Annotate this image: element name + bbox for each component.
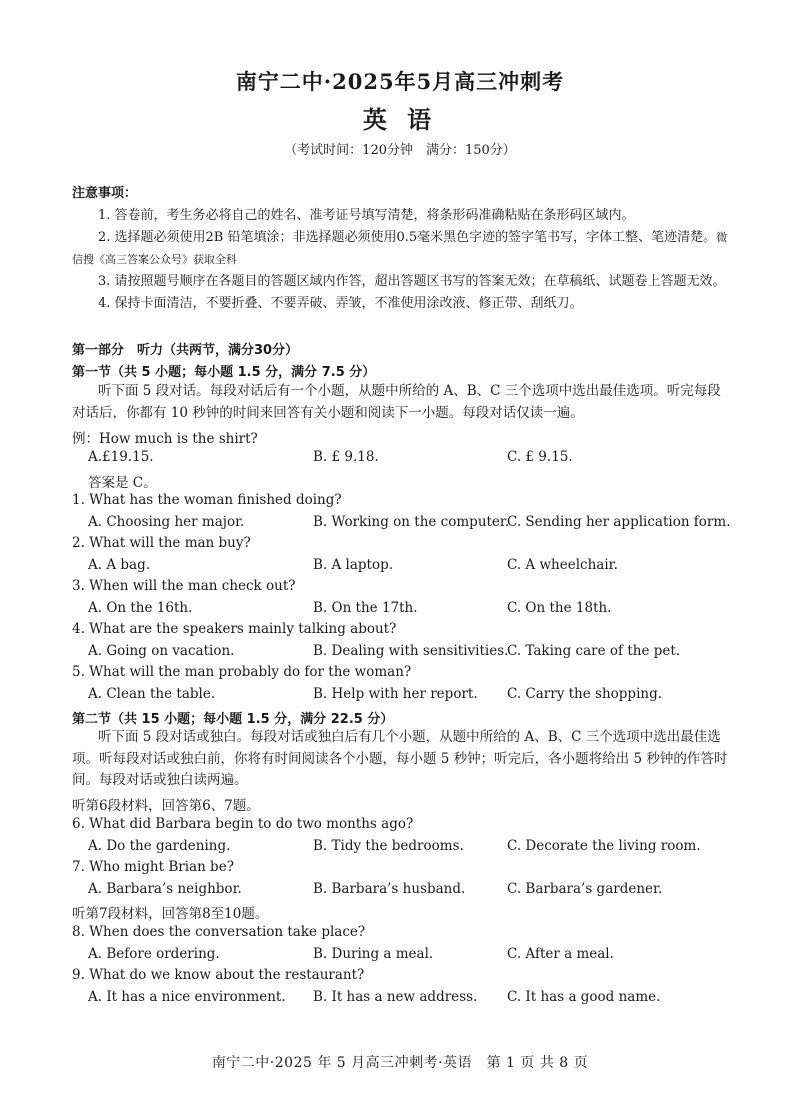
q8-option-c: C. After a meal. bbox=[507, 946, 614, 962]
q2-option-c: C. A wheelchair. bbox=[507, 557, 618, 573]
question-8: 8. When does the conversation take place? bbox=[72, 924, 366, 940]
section2-heading: 第二节（共 15 小题；每小题 1.5 分，满分 22.5 分） bbox=[72, 712, 394, 727]
note-item-2 bbox=[72, 227, 732, 271]
section1-heading: 第一节（共 5 小题；每小题 1.5 分，满分 7.5 分） bbox=[72, 365, 376, 380]
notes-heading: 注意事项： bbox=[72, 186, 138, 201]
question-6: 6. What did Barbara begin to do two months ago? bbox=[72, 816, 414, 832]
q7-option-a: A. Barbara’s neighbor. bbox=[88, 881, 242, 897]
exam-info: （考试时间：120分钟 满分：150分） bbox=[284, 143, 516, 158]
q8-option-b: B. During a meal. bbox=[313, 946, 434, 962]
q3-option-c: C. On the 18th. bbox=[507, 600, 612, 616]
q5-option-a: A. Clean the table. bbox=[88, 686, 216, 702]
q6-option-b: B. Tidy the bedrooms. bbox=[313, 838, 464, 854]
note-item-3: 3. 请按照题号顺序在各题目的答题区域内作答，超出答题区书写的答案无效；在草稿纸、试题卷上答题无效。 bbox=[98, 274, 726, 289]
q4-option-c: C. Taking care of the pet. bbox=[507, 643, 681, 659]
q1-option-c: C. Sending her application form. bbox=[507, 514, 731, 530]
q7-option-c: C. Barbara’s gardener. bbox=[507, 881, 663, 897]
example-option-a: A.£19.15. bbox=[88, 449, 154, 465]
q6-option-c: C. Decorate the living room. bbox=[507, 838, 701, 854]
q8-option-a: A. Before ordering. bbox=[88, 946, 220, 962]
q9-option-a: A. It has a nice environment. bbox=[88, 989, 286, 1005]
q1-option-a: A. Choosing her major. bbox=[88, 514, 245, 530]
section1-instructions: 听下面 5 段对话。每段对话后有一个小题，从题中所给的 A、B、C 三个选项中选出最佳选项。听完每段对话后，你都有 10 秒钟的时间来回答有关小题和阅读下一小题。每段对话仅读一遍。 bbox=[72, 383, 721, 421]
notes-section bbox=[72, 183, 732, 315]
section2-instructions: 听下面 5 段对话或独白。每段对话或独白后有几个小题，从题中所给的 A、B、C 三个选项中选出最佳选项。听每段对话或独白前，你将有时间阅读各个小题，每小题 5 秒钟；听完后，各小题将给出 5 秒钟的作答时间。每段对话或独白读两遍。 bbox=[72, 729, 728, 788]
question-9: 9. What do we know about the restaurant? bbox=[72, 967, 365, 983]
question-1: 1. What has the woman finished doing? bbox=[72, 492, 342, 508]
q3-option-b: B. On the 17th. bbox=[313, 600, 418, 616]
q2-option-b: B. A laptop. bbox=[313, 557, 394, 573]
q9-option-b: B. It has a new address. bbox=[313, 989, 478, 1005]
example-option-c: C. £ 9.15. bbox=[507, 449, 573, 465]
q2-option-a: A. A bag. bbox=[88, 557, 150, 573]
q1-option-b: B. Working on the computer. bbox=[313, 514, 510, 530]
example-option-b: B. £ 9.18. bbox=[313, 449, 379, 465]
q4-option-b: B. Dealing with sensitivities. bbox=[313, 643, 509, 659]
page-footer: 南宁二中·2025 年 5 月高三冲刺考·英语 第 1 页 共 8 页 bbox=[211, 1055, 589, 1071]
note-item-4: 4. 保持卡面清洁，不要折叠、不要弄破、弄皱，不准使用涂改液、修正带、刮纸刀。 bbox=[98, 296, 583, 311]
note-item-1: 1. 答卷前，考生务必将自己的姓名、准考证号填写清楚，将条形码准确粘贴在条形码区域内。 bbox=[98, 208, 635, 223]
question-7: 7. Who might Brian be? bbox=[72, 859, 234, 875]
question-4: 4. What are the speakers mainly talking about? bbox=[72, 621, 397, 637]
material-6-note: 听第6段材料，回答第6、7题。 bbox=[72, 798, 260, 814]
note-item-2-text: 2. 选择题必须使用2B 铅笔填涂；非选择题必须使用0.5毫米黑色字迹的签字笔书写，字体工整、笔迹清楚。 bbox=[98, 230, 717, 245]
note-item-2-ad: 微信搜《高三答案公众号》获取全科 bbox=[72, 231, 728, 266]
subject-title: 英 语 bbox=[362, 105, 438, 134]
q5-option-c: C. Carry the shopping. bbox=[507, 686, 663, 702]
material-7-note: 听第7段材料，回答第8至10题。 bbox=[72, 906, 269, 922]
q9-option-c: C. It has a good name. bbox=[507, 989, 661, 1005]
question-2: 2. What will the man buy? bbox=[72, 535, 251, 551]
example-question: 例：How much is the shirt? bbox=[72, 431, 258, 447]
q4-option-a: A. Going on vacation. bbox=[88, 643, 235, 659]
q3-option-a: A. On the 16th. bbox=[88, 600, 193, 616]
q5-option-b: B. Help with her report. bbox=[313, 686, 478, 702]
part1-heading: 第一部分 听力（共两节，满分30分） bbox=[72, 343, 299, 358]
question-5: 5. What will the man probably do for the woman? bbox=[72, 664, 412, 680]
exam-title: 南宁二中·2025年5月高三冲刺考 bbox=[235, 69, 565, 94]
q7-option-b: B. Barbara’s husband. bbox=[313, 881, 466, 897]
q6-option-a: A. Do the gardening. bbox=[88, 838, 231, 854]
example-answer: 答案是 C。 bbox=[88, 475, 157, 491]
question-3: 3. When will the man check out? bbox=[72, 578, 296, 594]
